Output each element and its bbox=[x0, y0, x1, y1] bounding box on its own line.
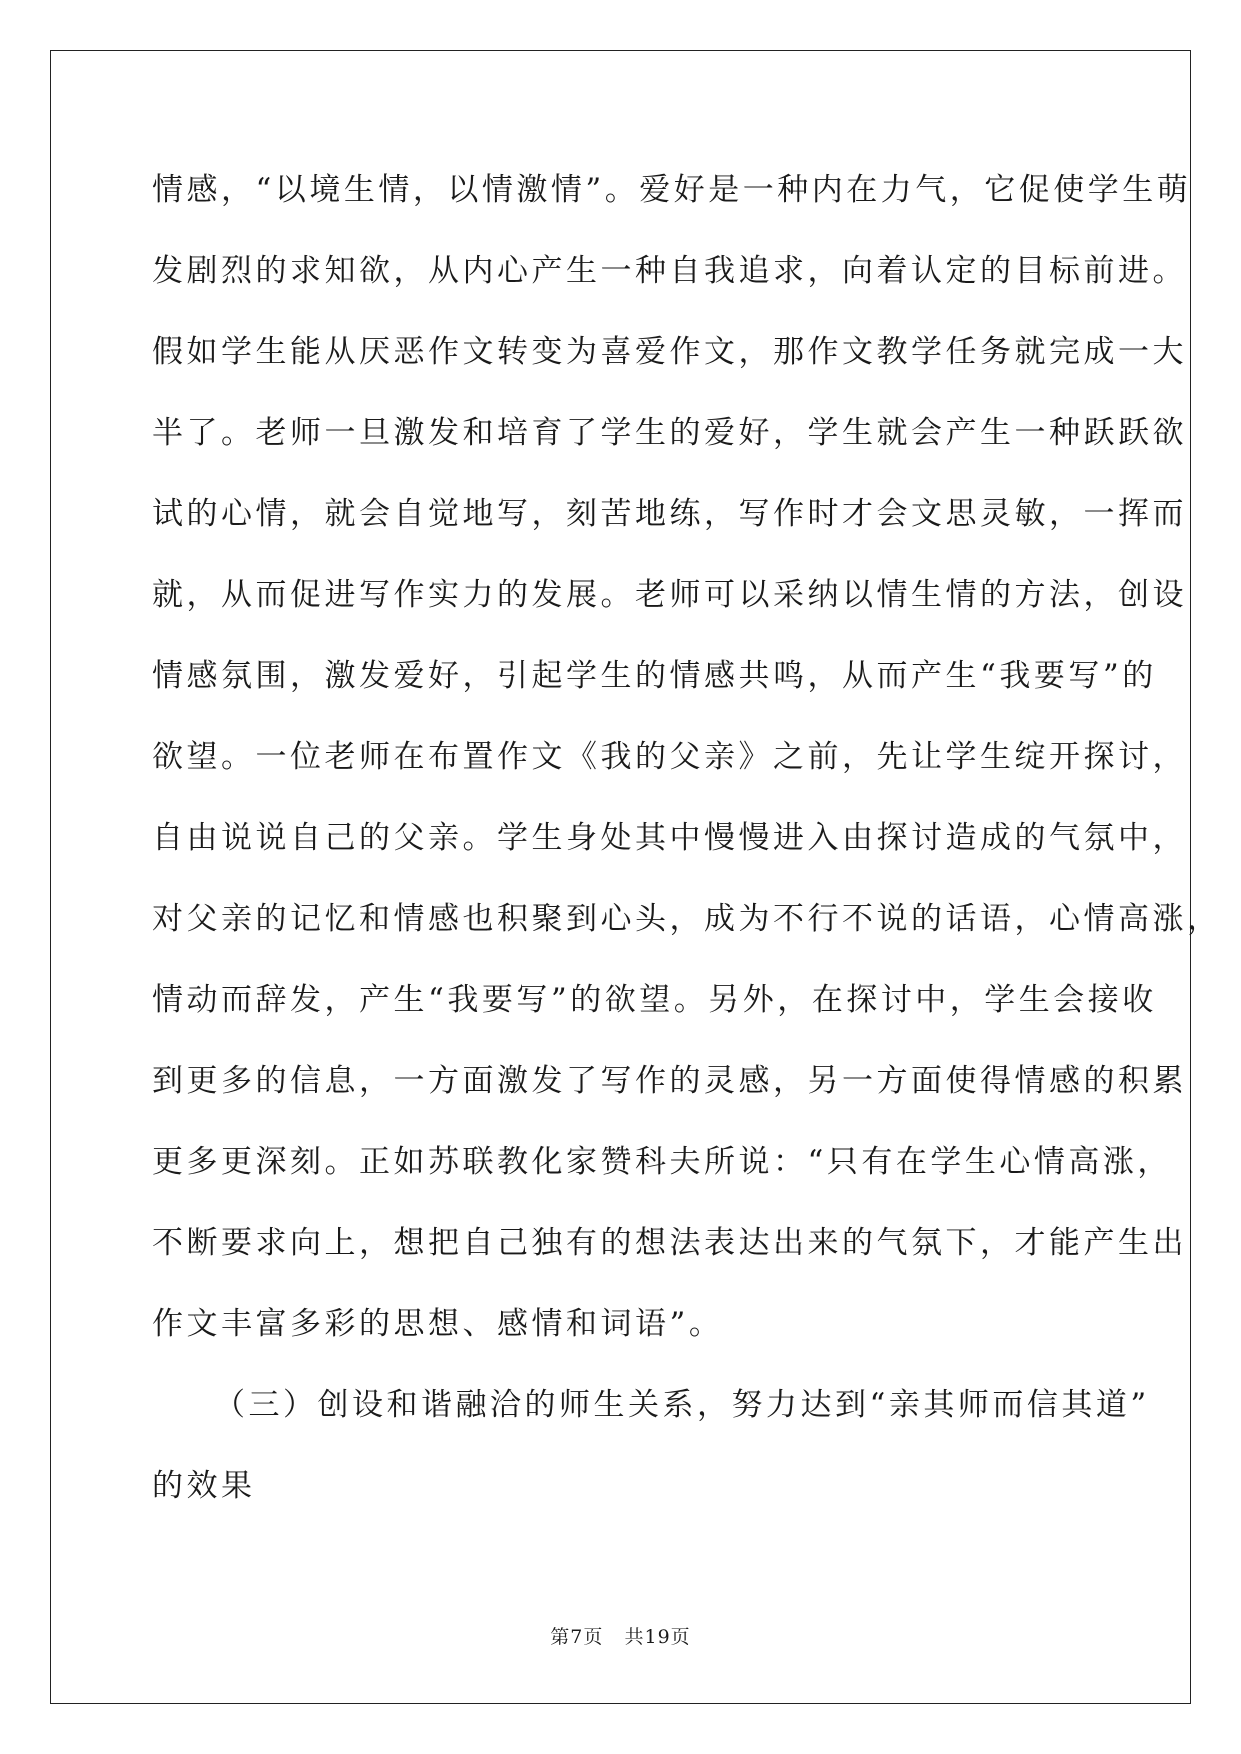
paragraph-line: 情感，“以境生情，以情激情”。爱好是一种内在力气，它促使学生萌 bbox=[152, 172, 1192, 208]
paragraph-line: 不断要求向上，想把自己独有的想法表达出来的气氛下，才能产生出 bbox=[152, 1225, 1187, 1261]
paragraph-line: 到更多的信息，一方面激发了写作的灵感，另一方面使得情感的积累 bbox=[152, 1063, 1187, 1099]
page-number-footer: 第7页 共19页 bbox=[550, 1626, 691, 1648]
paragraph-line: 就，从而促进写作实力的发展。老师可以采纳以情生情的方法，创设 bbox=[152, 577, 1187, 613]
paragraph-line: 自由说说自己的父亲。学生身处其中慢慢进入由探讨造成的气氛中， bbox=[152, 820, 1187, 856]
section-heading: （三）创设和谐融洽的师生关系，努力达到“亲其师而信其道” bbox=[214, 1387, 1150, 1423]
paragraph-line: 假如学生能从厌恶作文转变为喜爱作文，那作文教学任务就完成一大 bbox=[152, 334, 1187, 370]
paragraph-line: 作文丰富多彩的思想、感情和词语”。 bbox=[152, 1306, 724, 1342]
paragraph-line: 情动而辞发，产生“我要写”的欲望。另外，在探讨中，学生会接收 bbox=[152, 982, 1157, 1018]
paragraph-line: 发剧烈的求知欲，从内心产生一种自我追求，向着认定的目标前进。 bbox=[152, 253, 1187, 289]
paragraph-line: 更多更深刻。正如苏联教化家赞科夫所说：“只有在学生心情高涨， bbox=[152, 1144, 1172, 1180]
paragraph-line: 欲望。一位老师在布置作文《我的父亲》之前，先让学生绽开探讨， bbox=[152, 739, 1187, 775]
paragraph-line: 情感氛围，激发爱好，引起学生的情感共鸣，从而产生“我要写”的 bbox=[152, 658, 1157, 694]
paragraph-line: 试的心情，就会自觉地写，刻苦地练，写作时才会文思灵敏，一挥而 bbox=[152, 496, 1187, 532]
paragraph-line: 对父亲的记忆和情感也积聚到心头，成为不行不说的话语，心情高涨， bbox=[152, 901, 1222, 937]
paragraph-line: 半了。老师一旦激发和培育了学生的爱好，学生就会产生一种跃跃欲 bbox=[152, 415, 1187, 451]
body-text bbox=[152, 164, 1222, 1541]
section-heading-continuation: 的效果 bbox=[152, 1468, 256, 1504]
